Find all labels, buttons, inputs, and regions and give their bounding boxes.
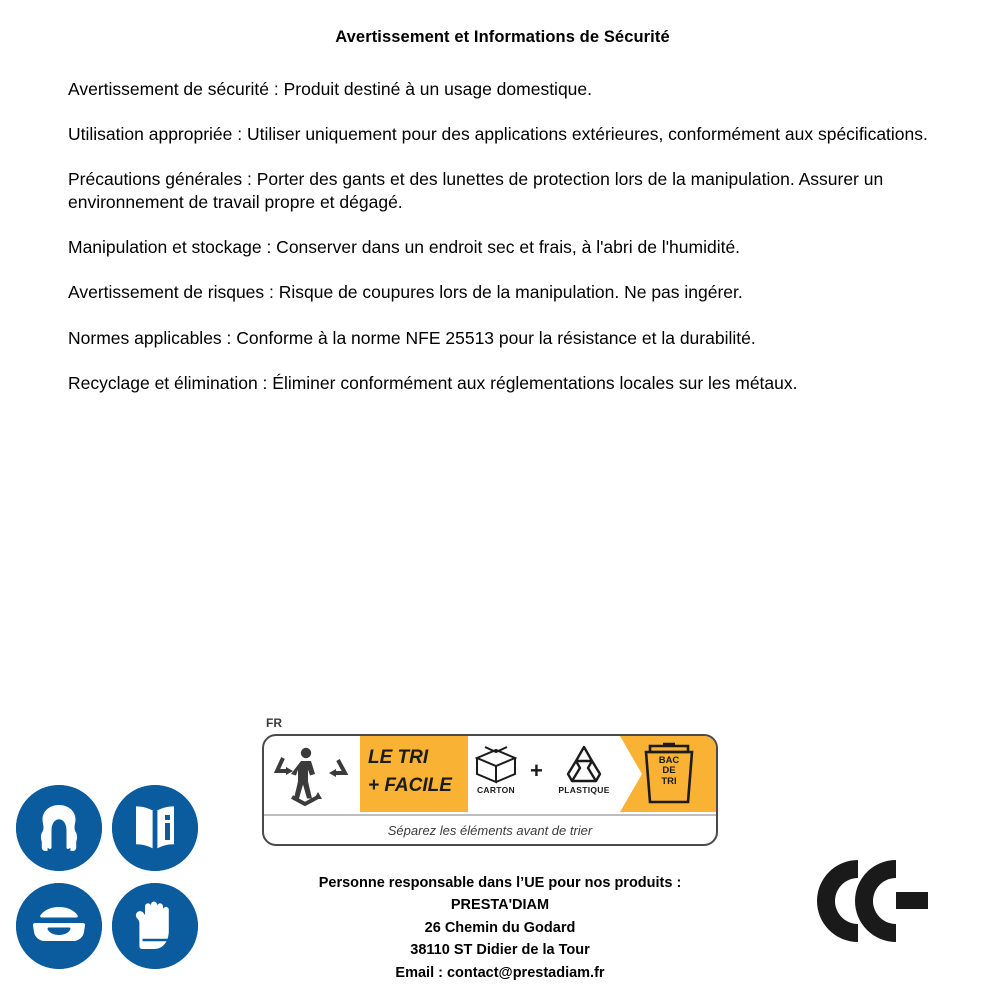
safety-information-body	[68, 78, 940, 417]
triman-materials	[470, 740, 620, 812]
paragraph-handling-storage: Manipulation et stockage : Conserver dans un endroit sec et frais, à l'abri de l'humidité.	[68, 237, 741, 258]
material-plastique-caption: PLASTIQUE	[558, 785, 610, 795]
responsible-person-intro	[200, 872, 800, 894]
responsible-person-intro-emphasis: UE	[524, 875, 545, 891]
page-title: Avertissement et Informations de Sécurité	[335, 28, 670, 46]
paragraph-risk-warning: Avertissement de risques : Risque de coupures lors de la manipulation. Ne pas ingérer.	[68, 282, 743, 303]
material-plastique	[558, 742, 610, 795]
paragraph-general-precautions: Précautions générales : Porter des gants et des lunettes de protection lors de la manipulation. Assurer un environnement de travail propre et dégagé.	[68, 169, 884, 213]
responsible-person-address-line1: 26 Chemin du Godard	[424, 919, 576, 936]
bin-caption-line3: TRI	[661, 775, 677, 787]
trash-bin-icon	[636, 793, 702, 810]
plastic-recycle-icon	[558, 742, 610, 784]
ce-marking-icon	[800, 848, 950, 954]
bin-caption	[648, 756, 690, 787]
paragraph-recycling-disposal: Recyclage et élimination : Éliminer conformément aux réglementations locales sur les métaux.	[68, 372, 798, 393]
hand-protection-icon	[112, 883, 198, 969]
pictogram-eye-protection	[16, 883, 102, 969]
ear-protection-icon	[16, 785, 102, 871]
eye-protection-icon	[16, 883, 102, 969]
bin-icon-group	[636, 742, 708, 810]
responsible-person-intro-prefix: Personne responsable dans l’	[318, 875, 525, 891]
ce-marking	[800, 848, 950, 954]
bin-caption-line1: BAC	[658, 755, 680, 766]
bin-caption-line2: DE	[662, 765, 676, 777]
pictogram-hand-protection	[112, 883, 198, 969]
mandatory-pictograms	[16, 785, 202, 975]
triman-icon	[272, 740, 358, 810]
material-carton-caption: CARTON	[476, 785, 515, 795]
triman-recycling-label	[262, 716, 724, 846]
read-manual-icon	[112, 785, 198, 871]
responsible-person-email: Email : contact@prestadiam.fr	[395, 964, 605, 981]
triman-headline-line2: + FACILE	[368, 774, 452, 796]
paragraph-appropriate-use: Utilisation appropriée : Utiliser uniquement pour des applications extérieures, conformément aux spécifications.	[68, 124, 928, 145]
responsible-person-company: PRESTA'DIAM	[450, 897, 550, 914]
pictogram-ear-protection	[16, 785, 102, 871]
paragraph-safety-warning: Avertissement de sécurité : Produit destiné à un usage domestique.	[68, 79, 593, 99]
triman-headline	[368, 744, 464, 799]
triman-label-box	[262, 734, 718, 846]
triman-language-tag: FR	[266, 716, 282, 730]
triman-footer-text: Séparez les éléments avant de trier	[264, 814, 716, 838]
carton-box-icon	[470, 742, 522, 784]
triman-headline-line1: LE TRI	[368, 747, 429, 768]
triman-separator: +	[530, 758, 543, 783]
responsible-person-intro-suffix: pour nos produits :	[544, 875, 682, 891]
material-carton	[470, 742, 522, 795]
responsible-person-block	[200, 872, 800, 984]
paragraph-applicable-standards: Normes applicables : Conforme à la norme NFE 25513 pour la résistance et la durabilité.	[68, 327, 756, 348]
responsible-person-address-line2: 38110 ST Didier de la Tour	[410, 942, 590, 959]
pictogram-read-manual	[112, 785, 198, 871]
